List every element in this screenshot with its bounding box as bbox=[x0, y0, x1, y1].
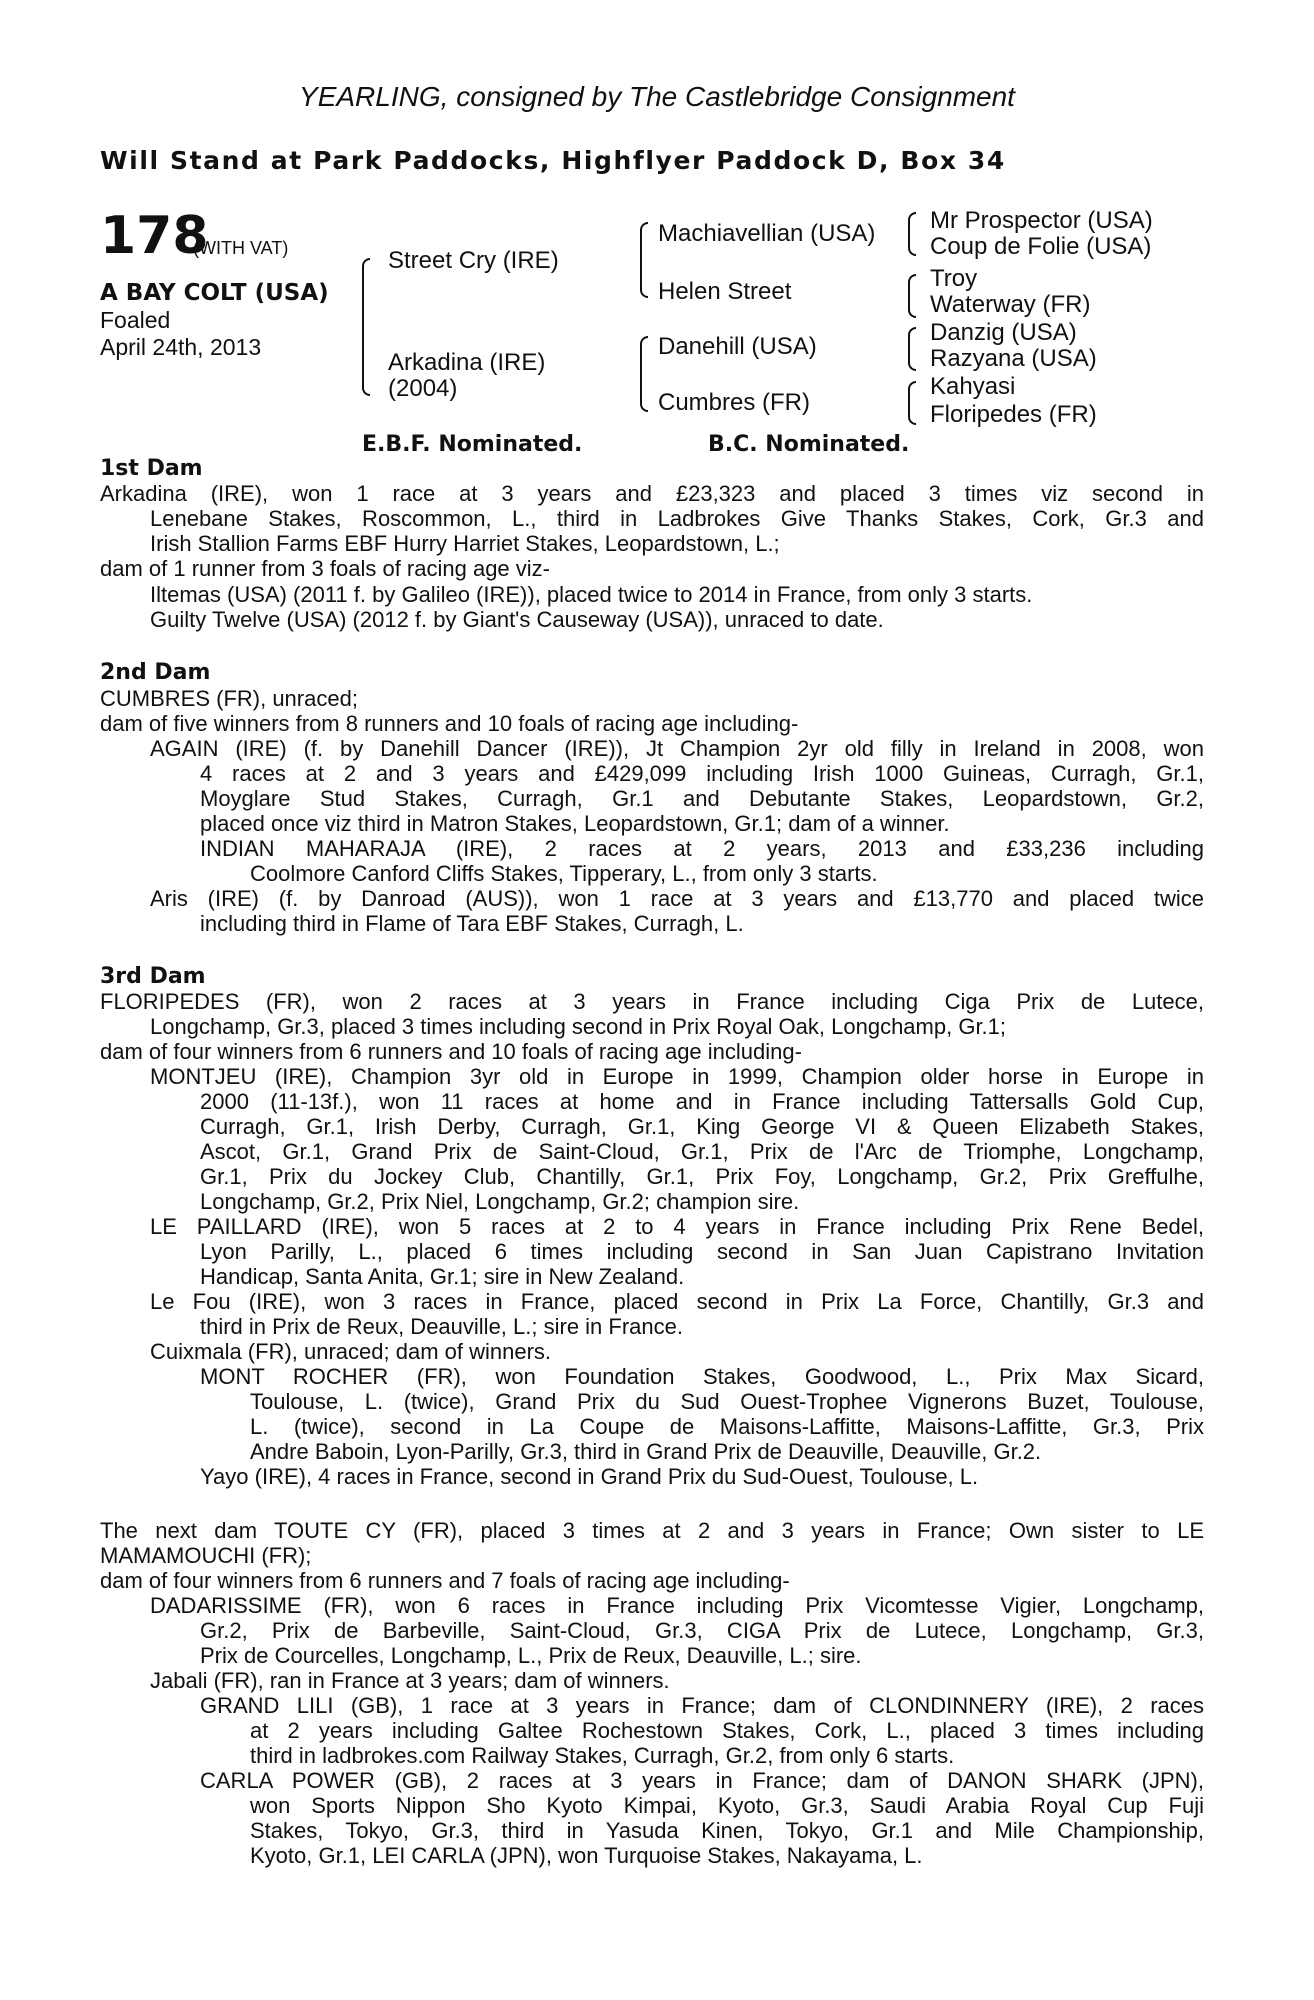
third-dam-line: Toulouse, L. (twice), Grand Prix du Sud Ouest-Trophee Vignerons Buzet, Toulouse, bbox=[250, 1389, 1204, 1414]
pedigree-dds: Kahyasi bbox=[930, 373, 1016, 400]
second-dam-line: 4 races at 2 and 3 years and £429,099 including Irish 1000 Guineas, Curragh, Gr.1, bbox=[200, 761, 1204, 786]
third-dam-line: Longchamp, Gr.3, placed 3 times including second in Prix Royal Oak, Longchamp, Gr.1; bbox=[150, 1014, 1007, 1039]
third-dam-line: dam of four winners from 6 runners and 10 foals of racing age including- bbox=[100, 1039, 802, 1064]
second-dam-line: including third in Flame of Tara EBF Stakes, Curragh, L. bbox=[200, 911, 744, 936]
catalogue-header: YEARLING, consigned by The Castlebridge Consignment bbox=[299, 81, 1015, 112]
next-dam-line: Prix de Courcelles, Longchamp, L., Prix de Reux, Deauville, L.; sire. bbox=[200, 1643, 862, 1668]
third-dam-line: Lyon Parilly, L., placed 6 times including second in San Juan Capistrano Invitation bbox=[200, 1239, 1204, 1264]
pedigree-brace-sd bbox=[908, 274, 916, 318]
pedigree-sdd: Waterway (FR) bbox=[930, 291, 1091, 318]
first-dam-line: dam of 1 runner from 3 foals of racing age viz- bbox=[100, 556, 550, 581]
third-dam-line: MONT ROCHER (FR), won Foundation Stakes, Goodwood, L., Prix Max Sicard, bbox=[200, 1364, 1204, 1389]
pedigree-brace-sire bbox=[640, 222, 648, 298]
next-dam-line: MAMAMOUCHI (FR); bbox=[100, 1543, 312, 1568]
foaled-label: Foaled bbox=[100, 307, 171, 333]
second-dam-heading: 2nd Dam bbox=[100, 660, 211, 685]
third-dam-line: Yayo (IRE), 4 races in France, second in Grand Prix du Sud-Ouest, Toulouse, L. bbox=[200, 1464, 979, 1489]
first-dam-line: Guilty Twelve (USA) (2012 f. by Giant's Causeway (USA)), unraced to date. bbox=[150, 607, 884, 632]
third-dam-line: 2000 (11-13f.), won 11 races at home and in France including Tattersalls Gold Cup, bbox=[200, 1089, 1204, 1114]
first-dam-line: Iltemas (USA) (2011 f. by Galileo (IRE)), placed twice to 2014 in France, from only 3 starts. bbox=[150, 582, 1033, 607]
third-dam-line: MONTJEU (IRE), Champion 3yr old in Europe in 1999, Champion older horse in Europe in bbox=[150, 1064, 1204, 1089]
pedigree-sire-sire: Machiavellian (USA) bbox=[658, 220, 876, 247]
foaled-date: April 24th, 2013 bbox=[100, 334, 262, 360]
next-dam-line: won Sports Nippon Sho Kyoto Kimpai, Kyoto, Gr.3, Saudi Arabia Royal Cup Fuji bbox=[250, 1793, 1204, 1818]
third-dam-line: Curragh, Gr.1, Irish Derby, Curragh, Gr.1, King George VI & Queen Elizabeth Stakes, bbox=[200, 1114, 1204, 1139]
next-dam-line: third in ladbrokes.com Railway Stakes, Curragh, Gr.2, from only 6 starts. bbox=[250, 1743, 955, 1768]
pedigree-sss: Mr Prospector (USA) bbox=[930, 207, 1153, 234]
pedigree-sire: Street Cry (IRE) bbox=[388, 247, 559, 274]
next-dam-line: CARLA POWER (GB), 2 races at 3 years in France; dam of DANON SHARK (JPN), bbox=[200, 1768, 1204, 1793]
lot-number: 178 bbox=[100, 206, 209, 266]
third-dam-line: Le Fou (IRE), won 3 races in France, placed second in Prix La Force, Chantilly, Gr.3 and bbox=[150, 1289, 1204, 1314]
third-dam-line: Gr.1, Prix du Jockey Club, Chantilly, Gr.1, Prix Foy, Longchamp, Gr.2, Prix Greffulhe, bbox=[200, 1164, 1204, 1189]
next-dam-line: GRAND LILI (GB), 1 race at 3 years in France; dam of CLONDINNERY (IRE), 2 races bbox=[200, 1693, 1204, 1718]
first-dam-line: Irish Stallion Farms EBF Hurry Harriet Stakes, Leopardstown, L.; bbox=[150, 531, 780, 556]
second-dam-line: AGAIN (IRE) (f. by Danehill Dancer (IRE)), Jt Champion 2yr old filly in Ireland in 2008, won bbox=[150, 736, 1204, 761]
pedigree-sds: Troy bbox=[930, 265, 978, 292]
pedigree-brace-dd bbox=[908, 381, 916, 425]
next-dam-line: Stakes, Tokyo, Gr.3, third in Yasuda Kinen, Tokyo, Gr.1 and Mile Championship, bbox=[250, 1818, 1204, 1843]
next-dam-line: dam of four winners from 6 runners and 7 foals of racing age including- bbox=[100, 1568, 790, 1593]
pedigree-dam: Arkadina (IRE) bbox=[388, 349, 546, 376]
second-dam-line: Moyglare Stud Stakes, Curragh, Gr.1 and Debutante Stakes, Leopardstown, Gr.2, bbox=[200, 786, 1204, 811]
second-dam-line: CUMBRES (FR), unraced; bbox=[100, 686, 358, 711]
first-dam-line: Lenebane Stakes, Roscommon, L., third in Ladbrokes Give Thanks Stakes, Cork, Gr.3 and bbox=[150, 506, 1204, 531]
bc-nominated: B.C. Nominated. bbox=[708, 432, 910, 457]
first-dam-line: Arkadina (IRE), won 1 race at 3 years and £23,323 and placed 3 times viz second in bbox=[100, 481, 1204, 506]
pedigree-dam-sire: Danehill (USA) bbox=[658, 333, 817, 360]
second-dam-line: INDIAN MAHARAJA (IRE), 2 races at 2 years, 2013 and £33,236 including bbox=[200, 836, 1204, 861]
third-dam-line: Longchamp, Gr.2, Prix Niel, Longchamp, Gr.2; champion sire. bbox=[200, 1189, 800, 1214]
third-dam-line: Handicap, Santa Anita, Gr.1; sire in New Zealand. bbox=[200, 1264, 685, 1289]
second-dam-line: Aris (IRE) (f. by Danroad (AUS)), won 1 race at 3 years and £13,770 and placed twice bbox=[150, 886, 1204, 911]
third-dam-line: Cuixmala (FR), unraced; dam of winners. bbox=[150, 1339, 552, 1364]
third-dam-line: FLORIPEDES (FR), won 2 races at 3 years in France including Ciga Prix de Lutece, bbox=[100, 989, 1204, 1014]
stand-location: Will Stand at Park Paddocks, Highflyer Paddock D, Box 34 bbox=[100, 146, 1006, 175]
pedigree-brace-dam bbox=[640, 336, 648, 412]
pedigree-brace-ss bbox=[908, 212, 916, 256]
vat-note: (WITH VAT) bbox=[193, 238, 289, 258]
next-dam-line: at 2 years including Galtee Rochestown Stakes, Cork, L., placed 3 times including bbox=[250, 1718, 1204, 1743]
pedigree-brace-ds bbox=[908, 327, 916, 371]
third-dam-line: L. (twice), second in La Coupe de Maisons-Laffitte, Maisons-Laffitte, Gr.3, Prix bbox=[250, 1414, 1204, 1439]
pedigree-ddd: Floripedes (FR) bbox=[930, 401, 1097, 428]
first-dam-heading: 1st Dam bbox=[100, 456, 203, 481]
ebf-nominated: E.B.F. Nominated. bbox=[362, 432, 583, 457]
third-dam-line: Andre Baboin, Lyon-Parilly, Gr.3, third in Grand Prix de Deauville, Deauville, Gr.2. bbox=[250, 1439, 1042, 1464]
next-dam-line: DADARISSIME (FR), won 6 races in France including Prix Vicomtesse Vigier, Longchamp, bbox=[150, 1593, 1204, 1618]
third-dam-line: third in Prix de Reux, Deauville, L.; sire in France. bbox=[200, 1314, 683, 1339]
pedigree-ssd: Coup de Folie (USA) bbox=[930, 233, 1152, 260]
pedigree-brace-main bbox=[362, 258, 370, 396]
next-dam-line: Jabali (FR), ran in France at 3 years; dam of winners. bbox=[150, 1668, 670, 1693]
pedigree-dsd: Razyana (USA) bbox=[930, 345, 1097, 372]
third-dam-line: Ascot, Gr.1, Grand Prix de Saint-Cloud, Gr.1, Prix de l'Arc de Triomphe, Longchamp, bbox=[200, 1139, 1204, 1164]
next-dam-line: Kyoto, Gr.1, LEI CARLA (JPN), won Turquoise Stakes, Nakayama, L. bbox=[250, 1843, 923, 1868]
pedigree-dam-year: (2004) bbox=[388, 375, 458, 402]
second-dam-line: placed once viz third in Matron Stakes, Leopardstown, Gr.1; dam of a winner. bbox=[200, 811, 950, 836]
third-dam-line: LE PAILLARD (IRE), won 5 races at 2 to 4 years in France including Prix Rene Bedel, bbox=[150, 1214, 1204, 1239]
pedigree-dss: Danzig (USA) bbox=[930, 319, 1077, 346]
pedigree-sire-dam: Helen Street bbox=[658, 278, 792, 305]
lot-description: A BAY COLT (USA) bbox=[100, 280, 329, 306]
third-dam-heading: 3rd Dam bbox=[100, 964, 206, 989]
second-dam-line: dam of five winners from 8 runners and 10 foals of racing age including- bbox=[100, 711, 799, 736]
second-dam-line: Coolmore Canford Cliffs Stakes, Tipperary, L., from only 3 starts. bbox=[250, 861, 878, 886]
next-dam-line: Gr.2, Prix de Barbeville, Saint-Cloud, Gr.3, CIGA Prix de Lutece, Longchamp, Gr.3, bbox=[200, 1618, 1204, 1643]
pedigree-dam-dam: Cumbres (FR) bbox=[658, 389, 811, 416]
next-dam-line: The next dam TOUTE CY (FR), placed 3 times at 2 and 3 years in France; Own sister to LE bbox=[100, 1518, 1204, 1543]
